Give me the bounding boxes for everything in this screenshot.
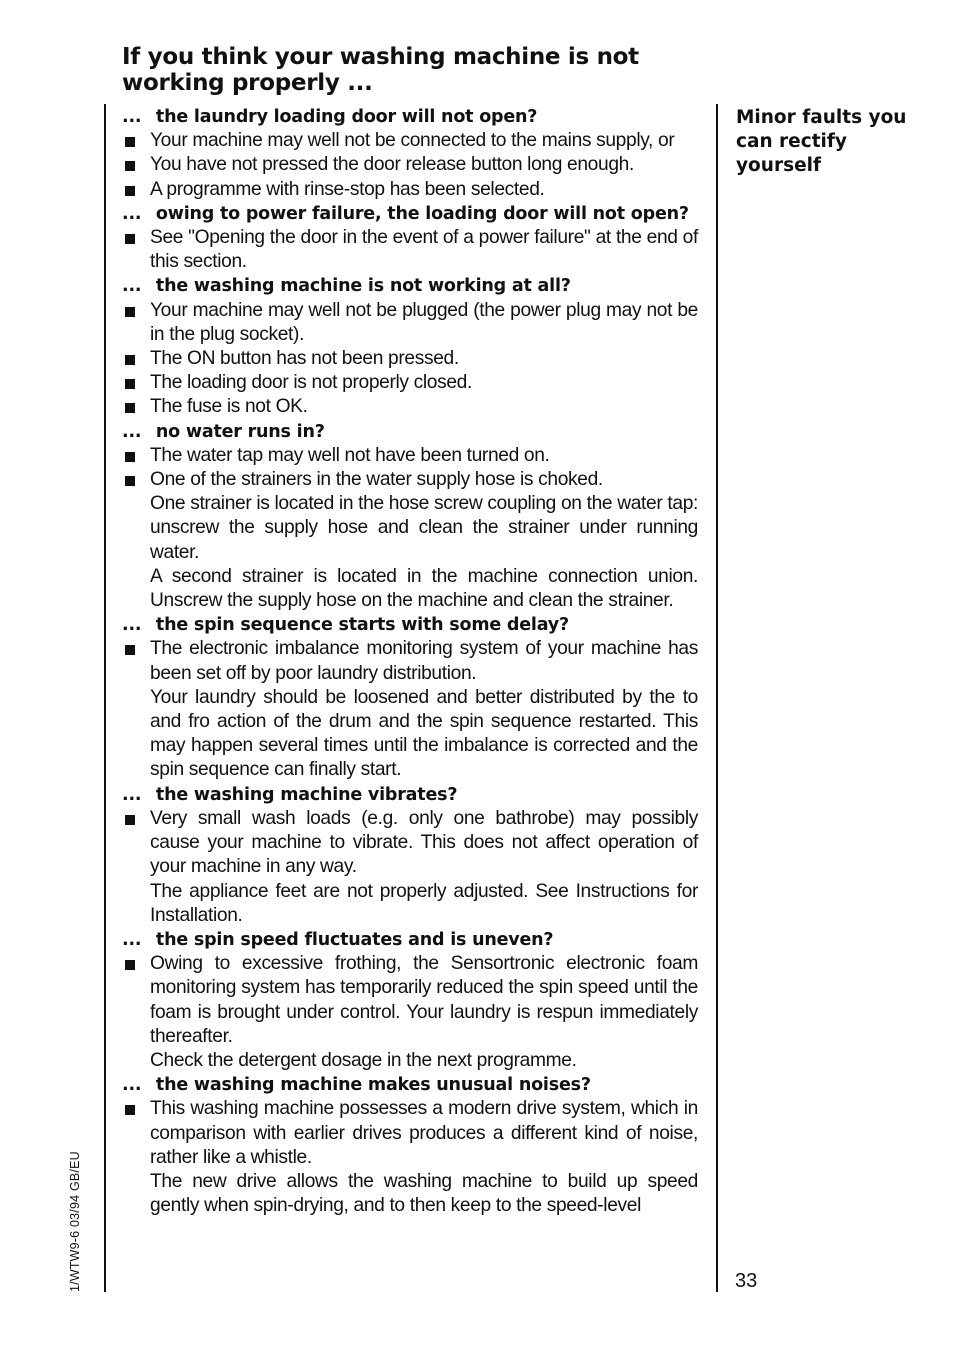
bullet-text: The water tap may well not have been turned on.: [150, 444, 550, 466]
fault-question: [122, 202, 698, 226]
square-bullet-icon: [125, 960, 135, 970]
bullet-item: [122, 444, 698, 468]
question-text: the laundry loading door will not open?: [155, 107, 538, 127]
bullet-item: [122, 952, 698, 1049]
bullet-item: [122, 371, 698, 395]
page-title: If you think your washing machine is not working properly ...: [122, 44, 639, 96]
bullet-text: The electronic imbalance monitoring system of your machine has been set off by poor laundry distribution.: [150, 638, 698, 684]
fault-question: [122, 274, 698, 298]
bullet-item: [122, 299, 698, 347]
ellipsis: ...: [122, 276, 142, 297]
fault-question: [122, 105, 698, 129]
bullet-item: [122, 226, 698, 274]
ellipsis: ...: [122, 1075, 142, 1096]
fault-question: [122, 1073, 698, 1097]
square-bullet-icon: [125, 645, 135, 655]
left-rule: [104, 104, 106, 1292]
bullet-text: You have not pressed the door release button long enough.: [150, 154, 634, 176]
fault-question: [122, 928, 698, 952]
bullet-text: Your machine may well not be plugged (the power plug may not be in the plug socket).: [150, 299, 698, 345]
ellipsis: ...: [122, 784, 142, 805]
square-bullet-icon: [125, 234, 135, 244]
bullet-text: The fuse is not OK.: [150, 396, 308, 418]
bullet-item: [122, 468, 698, 492]
question-text: the washing machine vibrates?: [155, 784, 458, 805]
paragraph: The appliance feet are not properly adjusted. See Instructions for Installation.: [150, 880, 698, 926]
page-number: 33: [735, 1270, 758, 1292]
bullet-text: This washing machine possesses a modern drive system, which in comparison with earlier drives produces a different kind of noise, rather like a whistle.: [150, 1098, 698, 1168]
square-bullet-icon: [125, 161, 135, 171]
ellipsis: ...: [122, 203, 142, 224]
document-code: 1/WTW9-6 03/94 GB/EU: [68, 1151, 82, 1292]
square-bullet-icon: [125, 815, 135, 825]
question-text: the spin sequence starts with some delay?: [155, 615, 569, 636]
square-bullet-icon: [125, 403, 135, 413]
square-bullet-icon: [125, 355, 135, 365]
question-text: no water runs in?: [155, 421, 325, 442]
question-text: the washing machine makes unusual noises?: [155, 1075, 591, 1096]
ellipsis: ...: [122, 421, 142, 442]
bullet-text: See "Opening the door in the event of a power failure" at the end of this section.: [150, 227, 698, 273]
bullet-item: [122, 347, 698, 371]
paragraph: Check the detergent dosage in the next programme.: [150, 1049, 577, 1071]
bullet-item: [122, 395, 698, 419]
bullet-item: [122, 178, 698, 202]
question-text: the washing machine is not working at all?: [155, 276, 571, 297]
question-text: owing to power failure, the loading door will not open?: [155, 203, 689, 224]
square-bullet-icon: [125, 379, 135, 389]
paragraph: A second strainer is located in the machine connection union. Unscrew the supply hose on the machine and clean the strainer.: [150, 565, 698, 612]
fault-list: [122, 105, 698, 1218]
square-bullet-icon: [125, 1105, 135, 1115]
bullet-text: The ON button has not been pressed.: [150, 348, 459, 370]
bullet-item: [122, 807, 698, 880]
square-bullet-icon: [125, 452, 135, 462]
bullet-text: Owing to excessive frothing, the Sensortronic electronic foam monitoring system has temporarily reduced the spin speed until the foam is brought under control. Your laundry is respun immediately thereafter.: [150, 953, 698, 1047]
ellipsis: ...: [122, 107, 142, 127]
bullet-text: Very small wash loads (e.g. only one bathrobe) may possibly cause your machine to vibrate. This does not affect operation of your machine in any way.: [150, 807, 698, 878]
square-bullet-icon: [125, 137, 135, 147]
paragraph: One strainer is located in the hose screw coupling on the water tap: unscrew the supply hose and clean the strainer under running water.: [150, 493, 698, 563]
paragraph: Your laundry should be loosened and better distributed by the to and fro action of the drum and the spin sequence restarted. This may happen several times until the imbalance is corrected and the spin sequence can finally start.: [150, 686, 698, 781]
fault-question: [122, 783, 698, 807]
sidebar-heading: Minor faults you can rectify yourself: [736, 107, 907, 177]
paragraph: The new drive allows the washing machine to build up speed gently when spin-drying, and to then keep to the speed-level: [150, 1170, 698, 1217]
bullet-text: One of the strainers in the water supply hose is choked.: [150, 469, 603, 491]
bullet-item: [122, 637, 698, 685]
bullet-text: Your machine may well not be connected to the mains supply, or: [150, 130, 675, 152]
bullet-item: [122, 1097, 698, 1170]
question-text: the spin speed fluctuates and is uneven?: [155, 929, 554, 950]
fault-question: [122, 613, 698, 637]
bullet-item: [122, 153, 698, 177]
bullet-text: A programme with rinse-stop has been selected.: [150, 178, 545, 200]
ellipsis: ...: [122, 615, 142, 636]
fault-question: [122, 420, 698, 444]
square-bullet-icon: [125, 186, 135, 196]
square-bullet-icon: [125, 476, 135, 486]
bullet-item: [122, 129, 698, 153]
right-rule: [716, 104, 718, 1292]
bullet-text: The loading door is not properly closed.: [150, 372, 472, 394]
square-bullet-icon: [125, 307, 135, 317]
ellipsis: ...: [122, 929, 142, 950]
